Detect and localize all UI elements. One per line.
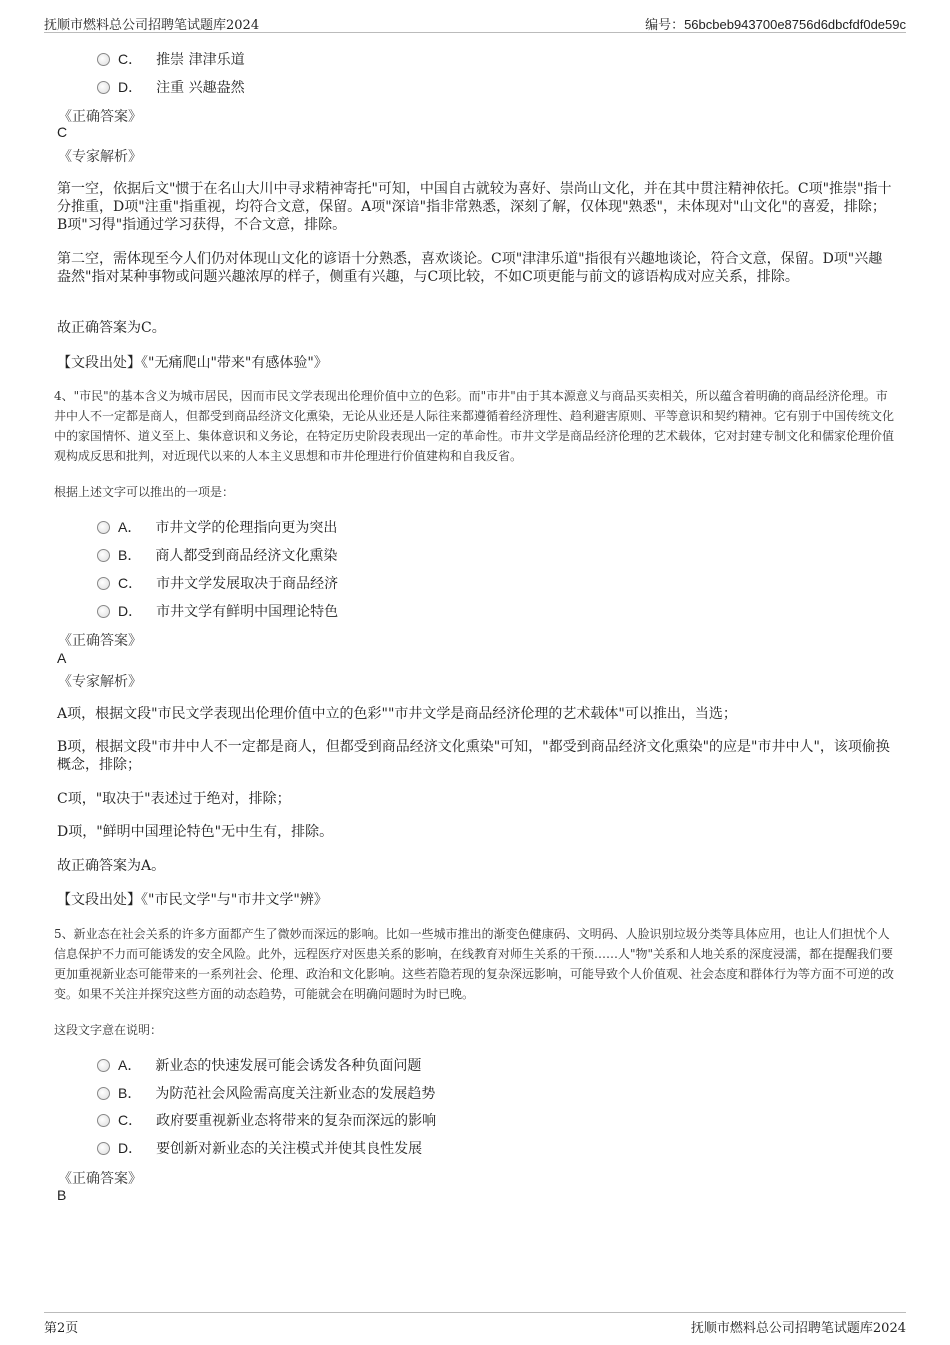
option-item[interactable]: C． 政府要重视新业态将带来的复杂而深远的影响 — [97, 1110, 436, 1130]
answer-value: C — [57, 124, 68, 140]
answer-value: A — [57, 650, 67, 666]
radio-icon[interactable] — [97, 577, 110, 590]
radio-icon[interactable] — [97, 1059, 110, 1072]
analysis-paragraph: B项，根据文段"市井中人不一定都是商人，但都受到商品经济文化熏染"可知，"都受到商品经济文化熏染"的应是"市井中人"，该项偷换概念，排除； — [57, 739, 890, 773]
option-item[interactable]: D． 注重 兴趣盎然 — [97, 77, 245, 97]
answer-value: B — [57, 1187, 67, 1203]
analysis-label: 《专家解析》 — [58, 674, 142, 690]
option-item[interactable]: D． 市井文学有鲜明中国理论特色 — [97, 601, 338, 621]
analysis-conclusion: 故正确答案为A。 — [57, 858, 166, 874]
header-title: 抚顺市燃料总公司招聘笔试题库2024 — [44, 18, 260, 33]
answer-label: 《正确答案》 — [58, 109, 142, 125]
answer-label: 《正确答案》 — [58, 633, 142, 649]
radio-icon[interactable] — [97, 81, 110, 94]
radio-icon[interactable] — [97, 1114, 110, 1127]
page-number: 第2页 — [44, 1321, 79, 1336]
analysis-conclusion: 故正确答案为C。 — [57, 320, 166, 336]
option-item[interactable]: C． 市井文学发展取决于商品经济 — [97, 573, 338, 593]
answer-label: 《正确答案》 — [58, 1171, 142, 1187]
question-passage: 4、"市民"的基本含义为城市居民，因而市民文学表现出伦理价值中立的色彩。而"市井"由于其本源意义与商品买卖相关，所以蕴含着明确的商品经济伦理。市井中人不一定都是商人，但都受到商品经济文化熏染，无论从业还是人际往来都遵循着经济理性、趋利避害原则、平等意识和契约精神。它有别于中国传统文化中的家国情怀、道义至上、集体意识和义务论，在特定历史阶段表现出一定的革命性。市井文学是商品经济伦理的艺术载体，它对封建专制文化和儒家伦理价值观构成反思和批判，对近现代以来的人本主义思想和市井伦理进行价值建构和自我反省。 — [54, 389, 895, 463]
question-prompt: 这段文字意在说明： — [54, 1023, 163, 1037]
radio-icon[interactable] — [97, 521, 110, 534]
option-item[interactable]: A． 市井文学的伦理指向更为突出 — [97, 517, 337, 537]
question-passage: 5、新业态在社会关系的许多方面都产生了微妙而深远的影响。比如一些城市推出的渐变色健康码、文明码、人脸识别垃圾分类等具体应用，也让人们担忧个人信息保护不力而可能诱发的安全风险。此外，远程医疗对医患关系的影响，在线教育对师生关系的干预……人"物"关系和人地关系的深度浸濡，都在提醒我们要更加重视新业态可能带来的一系列社会、伦理、政治和文化影响。这些若隐若现的复杂深远影响，可能导致个人价值观、社会态度和群体行为等方面不可逆的改变。如果不关注并探究这些方面的动态趋势，可能就会在明确问题时为时已晚。 — [54, 927, 895, 1001]
analysis-paragraph: D项，"鲜明中国理论特色"无中生有，排除。 — [57, 824, 334, 840]
source-note: 【文段出处】《"无痛爬山"带来"有感体验"》 — [57, 355, 328, 371]
option-item[interactable]: B． 商人都受到商品经济文化熏染 — [97, 545, 337, 565]
page-footer — [44, 1312, 906, 1335]
footer-title: 抚顺市燃料总公司招聘笔试题库2024 — [690, 1321, 906, 1336]
option-item[interactable]: B． 为防范社会风险需高度关注新业态的发展趋势 — [97, 1083, 435, 1103]
page-header — [44, 12, 906, 33]
document-id: 编号：56bcbeb943700e8756d6dbcfdf0de59c — [645, 17, 906, 32]
analysis-paragraph: A项，根据文段"市民文学表现出伦理价值中立的色彩""市井文学是商品经济伦理的艺术载体"可以推出，当选； — [57, 706, 737, 722]
radio-icon[interactable] — [97, 1087, 110, 1100]
radio-icon[interactable] — [97, 53, 110, 66]
analysis-paragraph: C项，"取决于"表述过于绝对，排除； — [57, 791, 291, 807]
radio-icon[interactable] — [97, 605, 110, 618]
option-item[interactable]: C． 推崇 津津乐道 — [97, 49, 245, 69]
radio-icon[interactable] — [97, 549, 110, 562]
option-item[interactable]: D． 要创新对新业态的关注模式并使其良性发展 — [97, 1138, 422, 1158]
radio-icon[interactable] — [97, 1142, 110, 1155]
analysis-paragraph: 第一空，依据后文"惯于在名山大川中寻求精神寄托"可知，中国自古就较为喜好、崇尚山文化，并在其中贯注精神依托。C项"推崇"指十分推重，D项"注重"指重视，均符合文意，保留。A项"深谙"指非常熟悉，深刻了解，仅体现"熟悉"，未体现对"山文化"的喜爱，排除；B项"习得"指通过学习获得，不合文意，排除。 — [57, 181, 892, 233]
option-item[interactable]: A． 新业态的快速发展可能会诱发各种负面问题 — [97, 1055, 421, 1075]
analysis-label: 《专家解析》 — [58, 149, 142, 165]
source-note: 【文段出处】《"市民文学"与"市井文学"辨》 — [57, 892, 328, 908]
analysis-paragraph: 第二空，需体现至今人们仍对体现山文化的谚语十分熟悉，喜欢谈论。C项"津津乐道"指很有兴趣地谈论，符合文意，保留。D项"兴趣盎然"指对某种事物或问题兴趣浓厚的样子，侧重有兴趣，与C项比较，不如C项更能与前文的谚语构成对应关系，排除。 — [57, 251, 883, 285]
question-prompt: 根据上述文字可以推出的一项是： — [54, 485, 235, 499]
